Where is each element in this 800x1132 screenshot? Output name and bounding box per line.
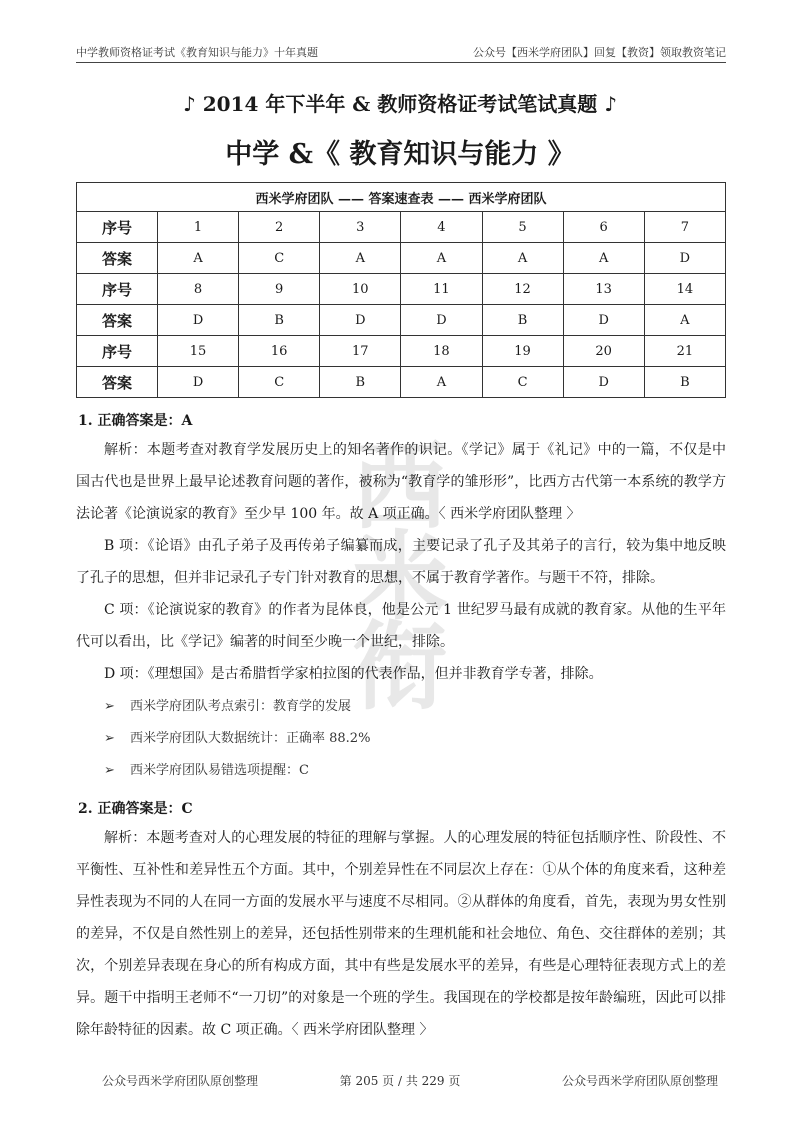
row-label: 答案 (77, 367, 158, 398)
table-cell: D (563, 305, 644, 336)
table-cell: 12 (482, 274, 563, 305)
table-cell: D (401, 305, 482, 336)
table-cell: A (563, 243, 644, 274)
table-cell: A (401, 243, 482, 274)
table-cell: C (239, 367, 320, 398)
page-title: ♪ 2014 年下半年 & 教师资格证考试笔试真题 ♪ (182, 92, 618, 116)
table-cell: 17 (320, 336, 401, 367)
row-label: 序号 (77, 274, 158, 305)
table-cell: D (644, 243, 725, 274)
table-cell: 2 (239, 212, 320, 243)
table-row (77, 243, 726, 274)
table-cell: A (401, 367, 482, 398)
table-cell: 3 (320, 212, 401, 243)
table-cell: B (239, 305, 320, 336)
table-cell: D (563, 367, 644, 398)
table-cell: D (320, 305, 401, 336)
table-cell: 18 (401, 336, 482, 367)
table-cell: 16 (239, 336, 320, 367)
table-row (77, 212, 726, 243)
table-cell: A (644, 305, 725, 336)
page-number: 第 205 页 / 共 229 页 (339, 1074, 461, 1088)
row-label: 序号 (77, 212, 158, 243)
header-left-text: 中学教师资格证考试《教育知识与能力》十年真题 (76, 46, 318, 59)
table-cell: 5 (482, 212, 563, 243)
row-label: 序号 (77, 336, 158, 367)
q1-bullet-accuracy: ➢ 西米学府团队大数据统计：正确率 88.2% (104, 731, 371, 746)
row-label: 答案 (77, 243, 158, 274)
answer-table-caption: 西米学府团队 —— 答案速查表 —— 西米学府团队 (77, 183, 726, 212)
table-cell: B (482, 305, 563, 336)
table-cell: 7 (644, 212, 725, 243)
arrow-bullet-icon: ➢ (104, 699, 115, 714)
table-cell: D (158, 305, 239, 336)
table-cell: 21 (644, 336, 725, 367)
q1-bullet-knowledge-point: ➢ 西米学府团队考点索引：教育学的发展 (104, 699, 352, 714)
header-right-text: 公众号【西米学府团队】回复【教资】领取教资笔记 (473, 46, 726, 59)
q2-answer-heading: 2. 正确答案是：C (78, 801, 193, 817)
answer-table (76, 182, 726, 398)
table-row (77, 305, 726, 336)
table-row (77, 336, 726, 367)
table-cell: D (158, 367, 239, 398)
table-cell: 9 (239, 274, 320, 305)
table-cell: 13 (563, 274, 644, 305)
table-cell: 6 (563, 212, 644, 243)
table-cell: C (239, 243, 320, 274)
q1-option-c-paragraph: C 项：《论演说家的教育》的作者为昆体良，他是公元 1 世纪罗马最有成就的教育家。从他的生平年代可以看出，比《学记》编著的时间至少晚一个世纪，排除。 (76, 602, 726, 650)
q2-analysis-paragraph: 解析：本题考查对人的心理发展的特征的理解与掌握。人的心理发展的特征包括顺序性、阶段性、不平衡性、互补性和差异性五个方面。其中，个别差异性在不同层次上存在：①从个体的角度来看，这种差异性表现为不同的人在同一方面的发展水平与速度不尽相同。②从群体的角度看，首先，表现为男女性别的差异，不仅是自然性别上的差异，还包括性别带来的生理机能和社会地位、角色、交往群体的差别；其次，个别差异表现在身心的所有构成方面，其中有些是发展水平的差异，有些是心理特征表现方式上的差异。题干中指明王老师不“一刀切”的对象是一个班的学生。我国现在的学校都是按年龄编班，因此可以排除年龄特征的因素。故 C 项正确。〈 西米学府团队整理 〉 (76, 830, 726, 1038)
table-cell: B (320, 367, 401, 398)
table-cell: C (482, 367, 563, 398)
q1-option-b-paragraph: B 项：《论语》由孔子弟子及再传弟子编纂而成，主要记录了孔子及其弟子的言行，较为集中地反映了孔子的思想，但并非记录孔子专门针对教育的思想，不属于教育学著作。与题干不符，排除。 (76, 538, 726, 586)
arrow-bullet-icon: ➢ (104, 731, 115, 746)
table-cell: A (482, 243, 563, 274)
q1-answer-heading: 1. 正确答案是：A (78, 413, 193, 429)
table-cell: A (320, 243, 401, 274)
q1-bullet-common-error: ➢ 西米学府团队易错选项提醒：C (104, 763, 309, 778)
table-cell: 4 (401, 212, 482, 243)
table-row (77, 367, 726, 398)
arrow-bullet-icon: ➢ (104, 763, 115, 778)
row-label: 答案 (77, 305, 158, 336)
table-cell: 15 (158, 336, 239, 367)
watermark-glyph-3: 衔 (352, 610, 448, 710)
page-header (76, 40, 726, 63)
table-cell: B (644, 367, 725, 398)
table-cell: 11 (401, 274, 482, 305)
table-cell: 10 (320, 274, 401, 305)
table-cell: 20 (563, 336, 644, 367)
table-cell: 14 (644, 274, 725, 305)
page-subtitle: 中学 &《 教育知识与能力 》 (225, 139, 575, 170)
watermark-glyph-1: 西 (352, 430, 448, 543)
table-cell: A (158, 243, 239, 274)
q1-option-d-paragraph: D 项：《理想国》是古希腊哲学家柏拉图的代表作品，但并非教育学专著，排除。 (104, 666, 603, 682)
table-cell: 1 (158, 212, 239, 243)
footer-right-text: 公众号西米学府团队原创整理 (561, 1074, 718, 1088)
q1-analysis-paragraph: 解析：本题考查对教育学发展历史上的知名著作的识记。《学记》属于《礼记》中的一篇，不仅是中国古代也是世界上最早论述教育问题的著作，被称为“教育学的雏形形”，比西方古代第一本系统的教学方法论著《论演说家的教育》至少早 100 年。故 A 项正确。〈 西米学府团队整理 〉 (76, 442, 726, 522)
table-row (77, 274, 726, 305)
table-cell: 19 (482, 336, 563, 367)
watermark-glyph-2: 米 (352, 520, 448, 633)
table-cell: 8 (158, 274, 239, 305)
footer-left-text: 公众号西米学府团队原创整理 (102, 1074, 259, 1088)
